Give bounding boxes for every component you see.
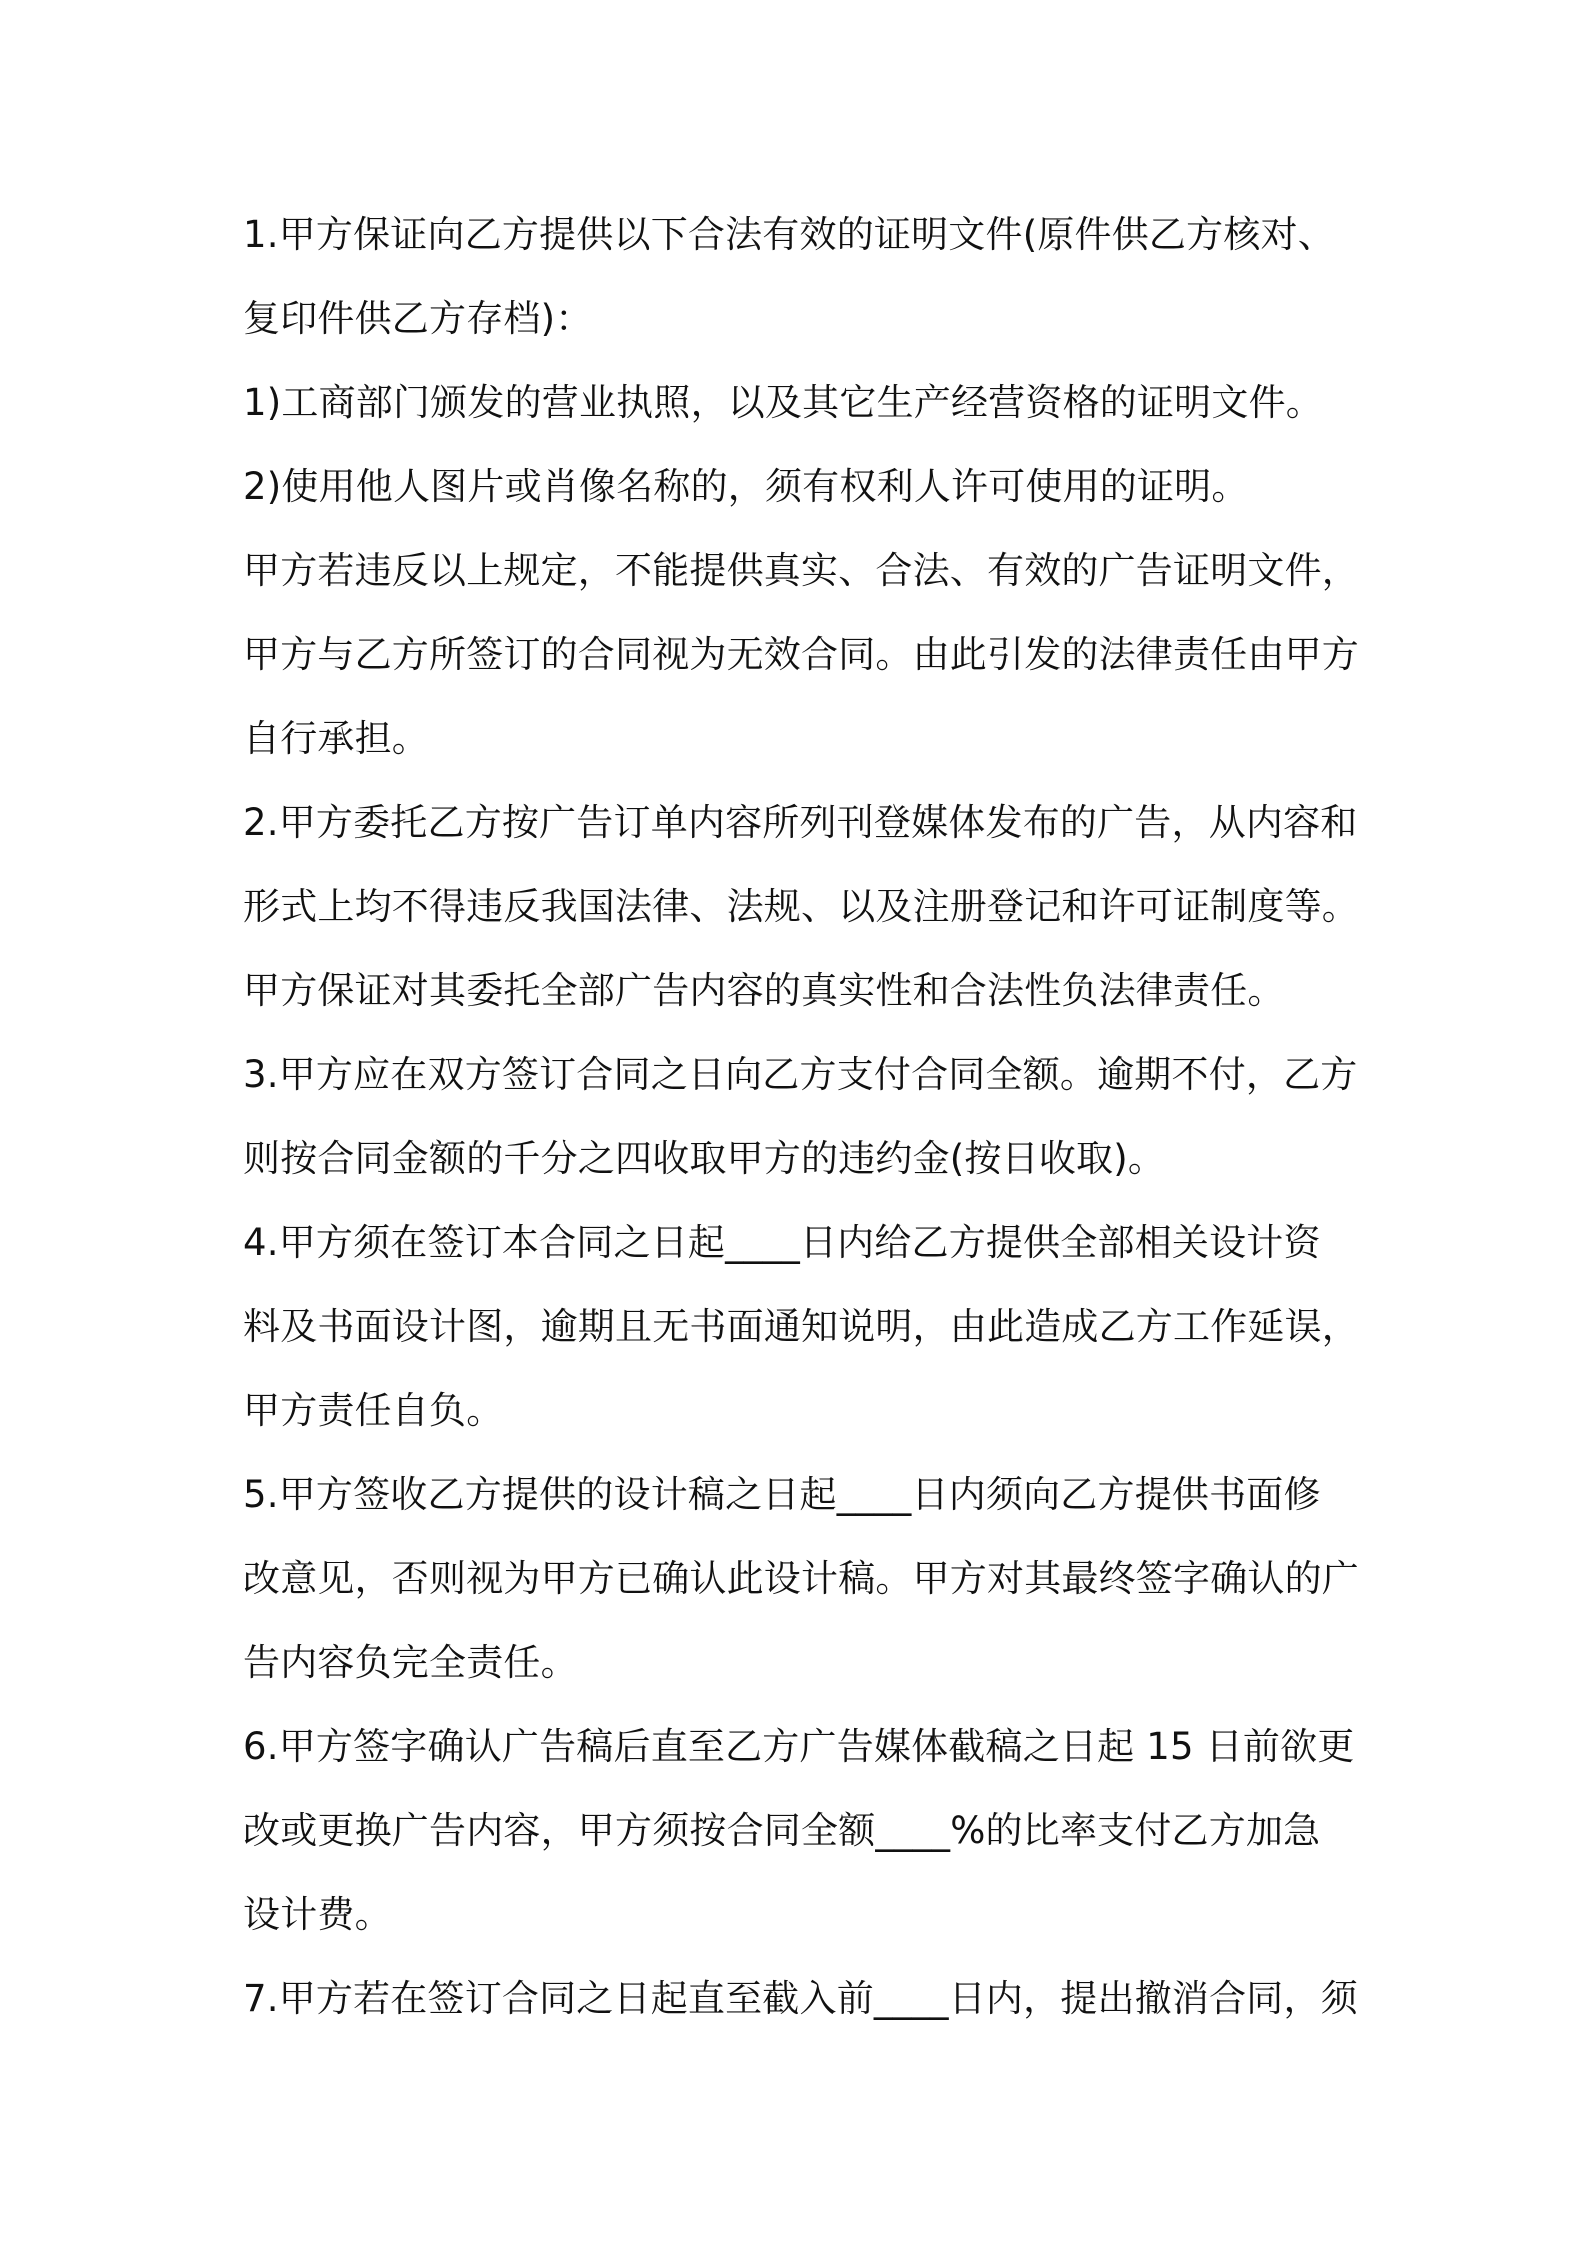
text-line: 形式上均不得违反我国法律、法规、以及注册登记和许可证制度等。 bbox=[243, 885, 1359, 928]
text-line: 复印件供乙方存档)： bbox=[243, 297, 593, 340]
text-line: 设计费。 bbox=[243, 1893, 392, 1936]
text-line: 料及书面设计图，逾期且无书面通知说明，由此造成乙方工作延误， bbox=[243, 1305, 1359, 1348]
text-line: 甲方保证对其委托全部广告内容的真实性和合法性负法律责任。 bbox=[243, 969, 1285, 1012]
text-line: 3.甲方应在双方签订合同之日向乙方支付合同全额。逾期不付，乙方 bbox=[243, 1053, 1358, 1096]
text-line: 2.甲方委托乙方按广告订单内容所列刊登媒体发布的广告，从内容和 bbox=[243, 801, 1358, 844]
text-line: 甲方若违反以上规定，不能提供真实、合法、有效的广告证明文件， bbox=[243, 549, 1359, 592]
text-line: 1)工商部门颁发的营业执照，以及其它生产经营资格的证明文件。 bbox=[243, 381, 1323, 424]
text-line: 改意见，否则视为甲方已确认此设计稿。甲方对其最终签字确认的广 bbox=[243, 1557, 1359, 1600]
text-line: 6.甲方签字确认广告稿后直至乙方广告媒体截稿之日起 15 日前欲更 bbox=[243, 1725, 1355, 1768]
text-line: 5.甲方签收乙方提供的设计稿之日起____日内须向乙方提供书面修 bbox=[243, 1473, 1321, 1516]
text-line: 2)使用他人图片或肖像名称的，须有权利人许可使用的证明。 bbox=[243, 465, 1249, 508]
text-line: 1.甲方保证向乙方提供以下合法有效的证明文件(原件供乙方核对、 bbox=[243, 213, 1335, 256]
text-line: 改或更换广告内容，甲方须按合同全额____%的比率支付乙方加急 bbox=[243, 1809, 1321, 1852]
contract-body bbox=[243, 193, 1363, 2041]
text-line: 4.甲方须在签订本合同之日起____日内给乙方提供全部相关设计资 bbox=[243, 1221, 1321, 1264]
text-line: 7.甲方若在签订合同之日起直至截入前____日内，提出撤消合同，须 bbox=[243, 1977, 1358, 2020]
text-line: 甲方与乙方所签订的合同视为无效合同。由此引发的法律责任由甲方 bbox=[243, 633, 1359, 676]
text-line: 则按合同金额的千分之四收取甲方的违约金(按日收取)。 bbox=[243, 1137, 1166, 1180]
text-line: 甲方责任自负。 bbox=[243, 1389, 504, 1432]
text-line: 自行承担。 bbox=[243, 717, 429, 760]
text-line: 告内容负完全责任。 bbox=[243, 1641, 578, 1684]
